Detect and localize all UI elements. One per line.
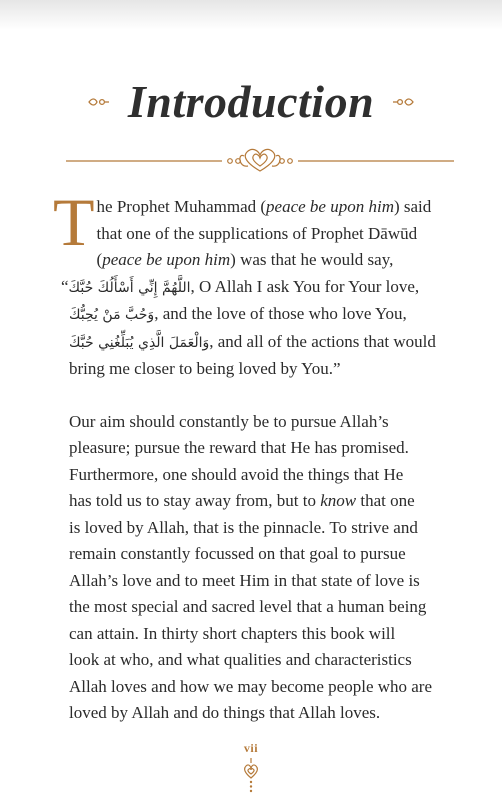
title-row: [0, 72, 502, 132]
page-title: Introduction: [127, 76, 375, 127]
paragraph-1: [53, 184, 459, 383]
text-line: pleasure; pursue the reward that He has promised.: [69, 438, 409, 457]
heart-flourish-icon: [66, 146, 454, 174]
page-number: vii: [243, 741, 259, 755]
text-line: can attain. In thirty short chapters this book will: [69, 623, 396, 643]
text-line: (peace be upon him) was that he would say,: [96, 250, 394, 269]
text-line: that one of the supplications of Prophet Dāwūd: [96, 223, 418, 243]
text-line: is loved by Allah, that is the pinnacle. To strive and: [69, 517, 418, 537]
text-line: look at who, and what qualities and characteristics: [69, 650, 412, 669]
body-text: [53, 184, 459, 727]
text-line: Furthermore, one should avoid the things that He: [69, 464, 404, 484]
floral-ornament-icon: [392, 96, 414, 108]
text-line: Allah loves and how we may become people who are: [69, 676, 433, 696]
drop-cap: T: [53, 184, 95, 260]
text-line: Allah’s love and to meet Him in that state of love is: [69, 570, 420, 590]
text-line: bring me closer to being loved by You.”: [69, 359, 341, 378]
text-line: “اللَّهُمَّ إِنِّي أَسْأَلُكَ حُبَّكَ, O Allah I ask You for Your love,: [61, 276, 420, 296]
paragraph-2: [69, 409, 459, 727]
arabic-text: وَحُبَّ مَنْ يُحِبُّكَ: [69, 307, 155, 323]
floral-ornament-icon: [88, 96, 110, 108]
text-line: وَالْعَمَلَ الَّذِي يُبَلِّغُنِي حُبَّكَ, and all of the actions that would: [69, 331, 436, 351]
text-line: وَحُبَّ مَنْ يُحِبُّكَ, and the love of those who love You,: [69, 304, 407, 323]
arabic-text: اللَّهُمَّ إِنِّي أَسْأَلُكَ حُبَّكَ: [68, 279, 191, 296]
text-line: he Prophet Muhammad (peace be upon him) said: [96, 197, 432, 216]
text-line: Our aim should constantly be to pursue Allah’s: [69, 411, 389, 431]
heart-dangle-icon: [241, 758, 261, 794]
page-shadow: [0, 0, 502, 30]
text-line: loved by Allah and do things that Allah loves.: [69, 703, 381, 722]
text-line: has told us to stay away from, but to know that one: [69, 491, 415, 510]
text-line: the most special and sacred level that a human being: [69, 597, 427, 616]
arabic-text: وَالْعَمَلَ الَّذِي يُبَلِّغُنِي حُبَّكَ: [69, 334, 210, 351]
text-line: remain constantly focussed on that goal to pursue: [69, 544, 406, 563]
